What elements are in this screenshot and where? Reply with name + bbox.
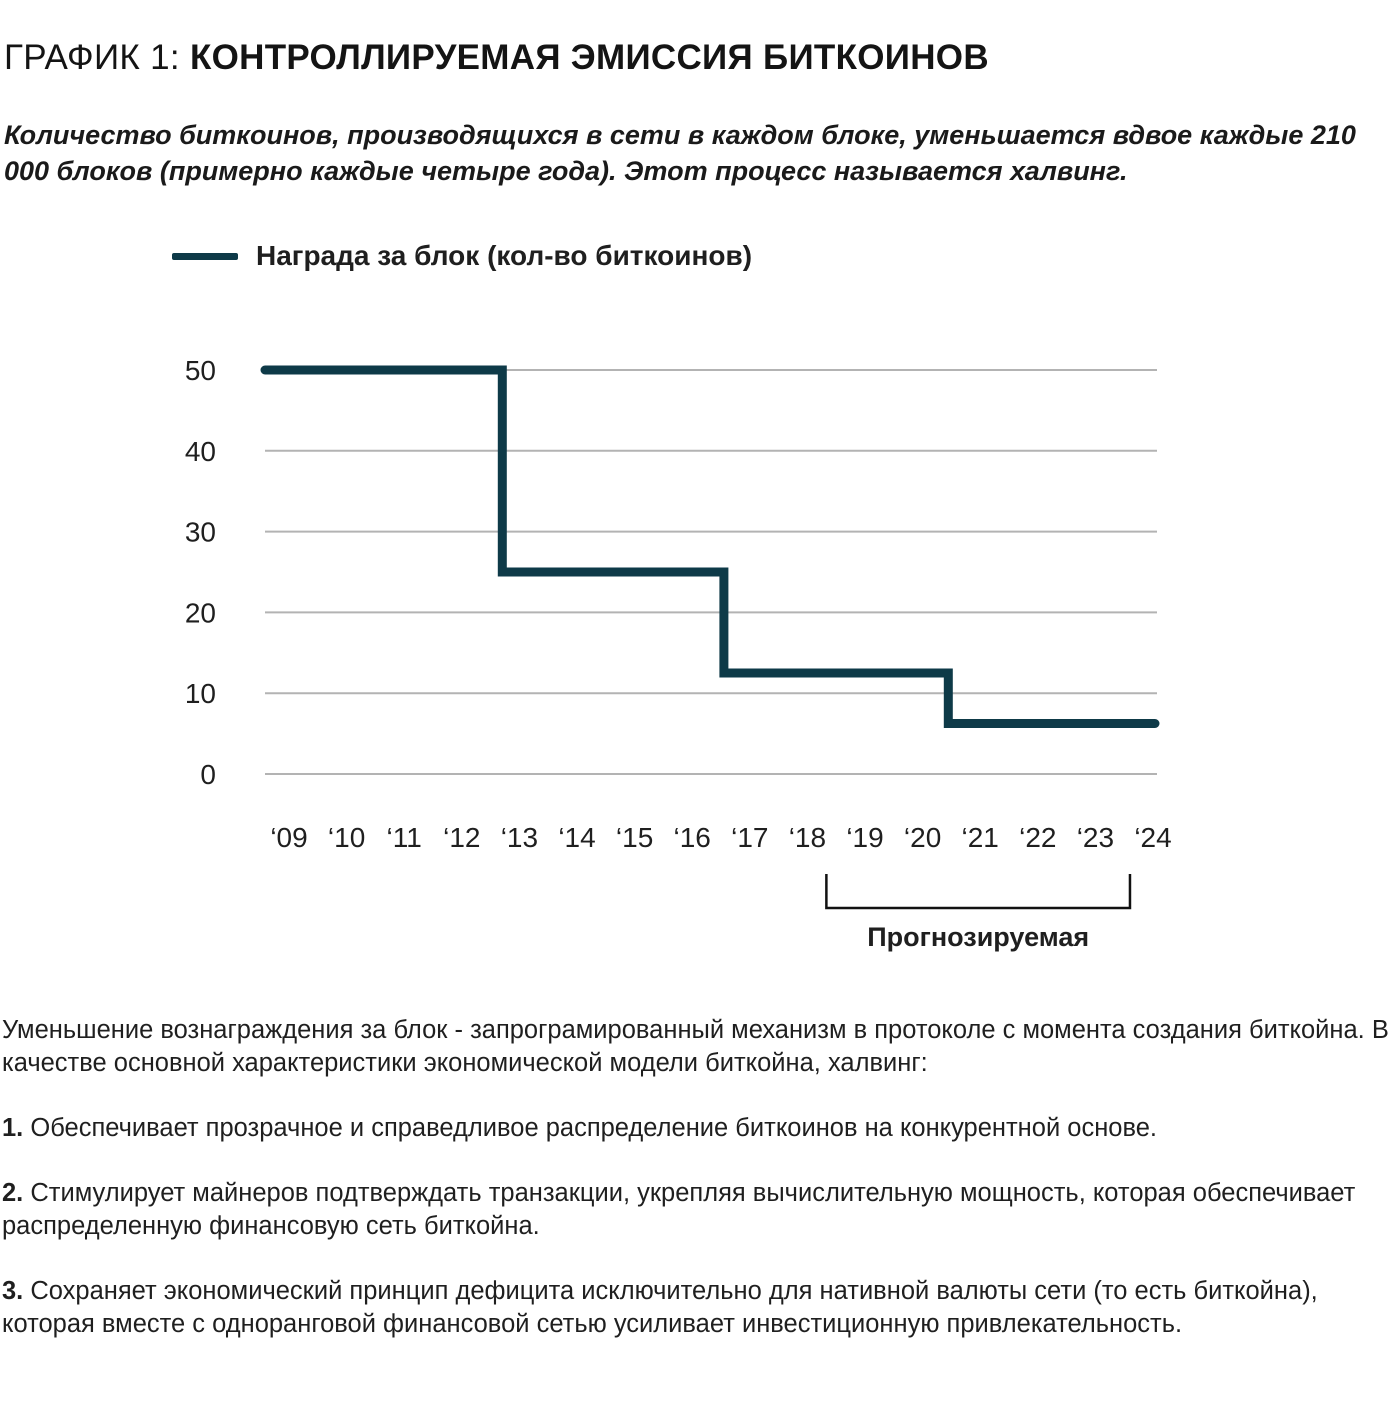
x-tick-label: ‘16 — [673, 822, 711, 853]
subtitle-end: . — [1120, 156, 1128, 186]
intro-paragraph: Уменьшение вознаграждения за блок - запрограмированный механизм в протоколе с момента создания биткойна. В качестве основной характеристики экономической модели биткойна, халвинг: — [2, 1016, 1389, 1077]
x-tick-label: ‘18 — [788, 822, 827, 853]
list-item-text: Обеспечивает прозрачное и справедливое распределение биткоинов на конкурентной основе. — [23, 1114, 1157, 1142]
list-item-number: 3. — [2, 1277, 24, 1305]
x-tick-label: ‘23 — [1076, 822, 1115, 853]
list-item-text: Стимулирует майнеров подтверждать транзакции, укрепляя вычислительную мощность, которая обеспечивает распределенную финансовую сеть биткойна. — [2, 1179, 1356, 1240]
y-axis-ticks — [185, 355, 216, 790]
list-item-text: Сохраняет экономический принцип дефицита исключительно для нативной валюты сети (то есть биткойна), которая вместе с одноранговой финансовой сетью усиливает инвестиционную привлекательность. — [2, 1277, 1318, 1338]
x-tick-label: ‘15 — [615, 822, 654, 853]
list-item-number: 1. — [2, 1114, 24, 1142]
y-tick-label: 10 — [184, 678, 216, 710]
forecast-label: Прогнозируемая — [867, 922, 1090, 952]
list-item — [2, 1177, 1394, 1243]
x-tick-label: ‘14 — [558, 822, 596, 853]
title-main: КОНТРОЛЛИРУЕМАЯ ЭМИССИЯ БИТКОИНОВ — [189, 38, 989, 77]
y-tick-label: 50 — [184, 355, 216, 386]
legend-label: Награда за блок (кол-во биткоинов) — [256, 240, 753, 271]
list-item — [2, 1112, 1394, 1145]
forecast-bracket — [826, 874, 1130, 908]
list-item-number: 2. — [2, 1179, 24, 1207]
subtitle-emphasis: халвинг — [1010, 156, 1121, 186]
x-tick-label: ‘09 — [270, 822, 308, 853]
x-tick-label: ‘11 — [386, 822, 422, 853]
x-axis-ticks — [270, 822, 1171, 853]
subtitle-text: Количество биткоинов, производящихся в сети в каждом блоке, уменьшается вдвое каждые 210 000 блоков (примерно каждые четыре года). Этот процесс называется — [4, 120, 1356, 186]
x-tick-label: ‘22 — [1019, 822, 1057, 853]
series-layer — [265, 370, 1155, 724]
x-tick-label: ‘12 — [443, 822, 481, 853]
annotation-layer — [826, 874, 1130, 952]
x-tick-label: ‘24 — [1134, 822, 1172, 853]
x-tick-label: ‘17 — [731, 822, 769, 853]
list-item — [2, 1275, 1394, 1341]
x-tick-label: ‘19 — [846, 822, 884, 853]
x-tick-label: ‘21 — [961, 822, 999, 853]
x-tick-label: ‘10 — [327, 822, 366, 853]
y-tick-label: 40 — [184, 435, 216, 467]
y-tick-label: 30 — [184, 516, 216, 548]
body-text — [2, 1014, 1394, 1341]
title-prefix: ГРАФИК 1: — [4, 38, 180, 77]
y-tick-label: 0 — [200, 759, 216, 790]
y-tick-label: 20 — [184, 597, 216, 629]
x-tick-label: ‘13 — [500, 822, 539, 853]
x-tick-label: ‘20 — [903, 822, 942, 853]
series-line — [265, 370, 1155, 724]
